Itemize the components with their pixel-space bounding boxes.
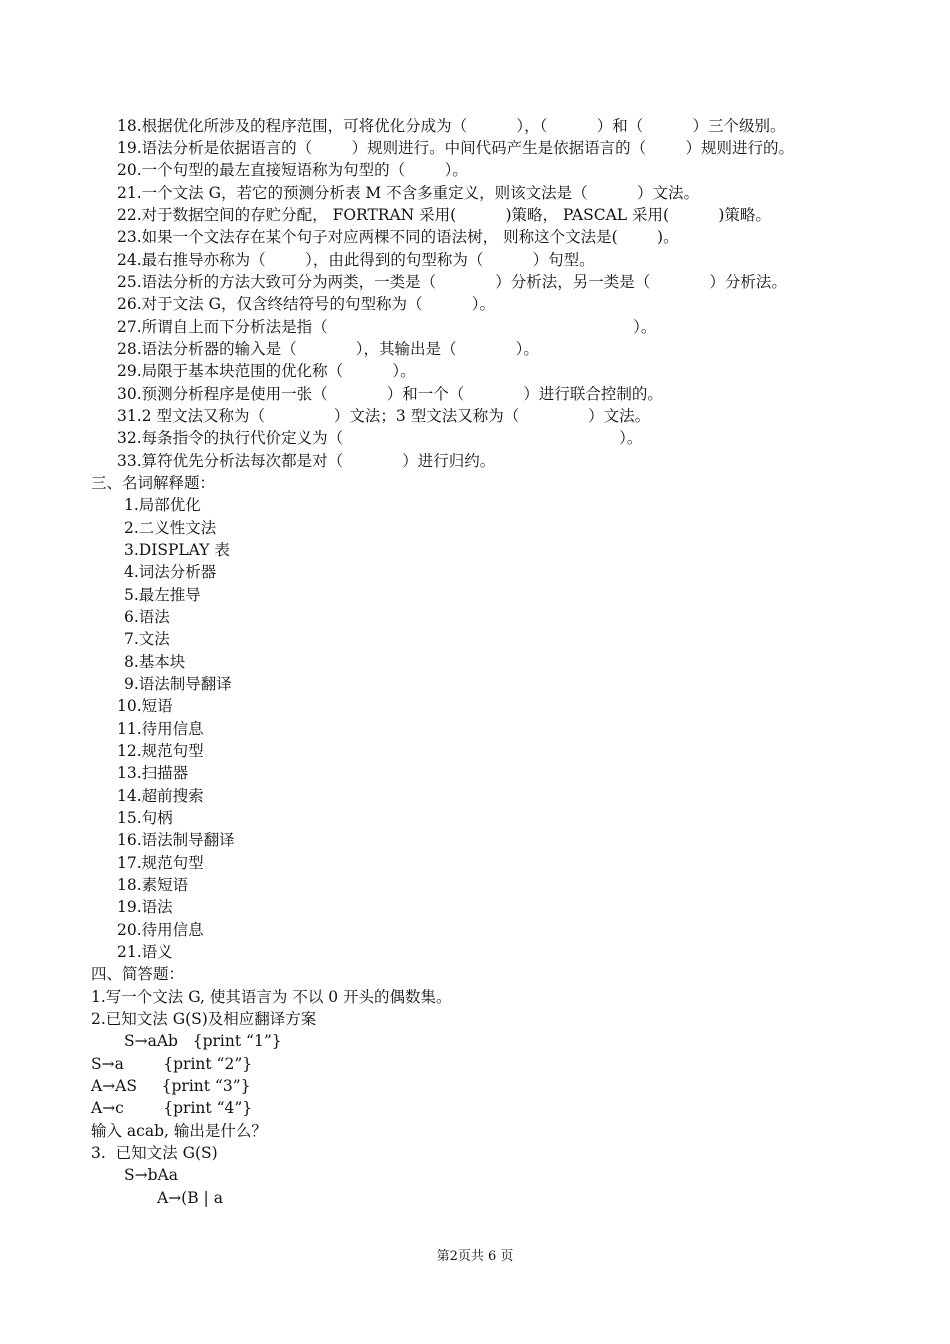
term-item: 13.扫描器 [117, 764, 189, 782]
term-item: 20.待用信息 [117, 921, 204, 939]
term-item: 14.超前搜索 [117, 787, 204, 805]
q2-question: 输入 acab, 输出是什么？ [91, 1122, 267, 1140]
question-2: 2.已知文法 G(S)及相应翻译方案 [91, 1010, 317, 1028]
q3-rule: S→bAa [124, 1166, 178, 1184]
term-item: 2.二义性文法 [124, 519, 217, 537]
term-item: 21.语义 [117, 943, 173, 961]
fill-blank-29: 29.局限于基本块范围的优化称（ ）。 [117, 362, 416, 380]
fill-blank-20: 20.一个句型的最左直接短语称为句型的（ ）。 [117, 161, 468, 179]
q2-rule: A→c {print “4”} [91, 1099, 253, 1117]
fill-blank-23: 23.如果一个文法存在某个句子对应两棵不同的语法树， 则称这个文法是( )。 [117, 228, 679, 246]
question-1: 1.写一个文法 G, 使其语言为 不以 0 开头的偶数集。 [91, 988, 452, 1006]
term-item: 18.素短语 [117, 876, 189, 894]
term-item: 7.文法 [124, 630, 170, 648]
term-item: 6.语法 [124, 608, 170, 626]
fill-blank-31: 31.2 型文法又称为（ ）文法；3 型文法又称为（ ）文法。 [117, 407, 651, 425]
q2-rule: S→a {print “2”} [91, 1055, 253, 1073]
term-item: 17.规范句型 [117, 854, 204, 872]
section-3-heading: 三、名词解释题： [91, 474, 216, 492]
fill-blank-24: 24.最右推导亦称为（ ），由此得到的句型称为（ ）句型。 [117, 251, 595, 269]
section-4-heading: 四、简答题： [91, 965, 185, 983]
fill-blank-33: 33.算符优先分析法每次都是对（ ）进行归约。 [117, 452, 496, 470]
fill-blank-28: 28.语法分析器的输入是（ ），其输出是（ ）。 [117, 340, 539, 358]
q2-rule: A→AS {print “3”} [91, 1077, 251, 1095]
term-item: 19.语法 [117, 898, 173, 916]
fill-blank-30: 30.预测分析程序是使用一张（ ）和一个（ ）进行联合控制的。 [117, 385, 663, 403]
q3-rule: A→(B | a [157, 1189, 223, 1207]
term-item: 15.句柄 [117, 809, 173, 827]
term-item: 10.短语 [117, 697, 173, 715]
fill-blank-19: 19.语法分析是依据语言的（ ）规则进行。中间代码产生是依据语言的（ ）规则进行的。 [117, 139, 794, 157]
fill-blank-22: 22.对于数据空间的存贮分配， FORTRAN 采用( )策略， PASCAL 采用( )策略。 [117, 206, 771, 224]
fill-blank-27: 27.所谓自上而下分析法是指（ ）。 [117, 318, 657, 336]
term-item: 3.DISPLAY 表 [124, 541, 230, 559]
term-item: 8.基本块 [124, 653, 186, 671]
term-item: 11.待用信息 [117, 720, 204, 738]
page-footer: 第2页共 6 页 [436, 1249, 514, 1264]
term-item: 9.语法制导翻译 [124, 675, 232, 693]
q2-rule: S→aAb {print “1”} [124, 1032, 282, 1050]
fill-blank-25: 25.语法分析的方法大致可分为两类，一类是（ ）分析法，另一类是（ ）分析法。 [117, 273, 787, 291]
question-3: 3. 已知文法 G(S) [91, 1144, 218, 1162]
term-item: 1.局部优化 [124, 496, 201, 514]
fill-blank-21: 21.一个文法 G，若它的预测分析表 M 不含多重定义，则该文法是（ ）文法。 [117, 184, 699, 202]
term-item: 16.语法制导翻译 [117, 831, 235, 849]
term-item: 4.词法分析器 [124, 563, 217, 581]
fill-blank-26: 26.对于文法 G，仅含终结符号的句型称为（ ）。 [117, 295, 495, 313]
fill-blank-18: 18.根据优化所涉及的程序范围，可将优化分成为（ ），（ ）和（ ）三个级别。 [117, 117, 786, 135]
fill-blank-32: 32.每条指令的执行代价定义为（ ）。 [117, 429, 643, 447]
term-item: 5.最左推导 [124, 586, 201, 604]
term-item: 12.规范句型 [117, 742, 204, 760]
